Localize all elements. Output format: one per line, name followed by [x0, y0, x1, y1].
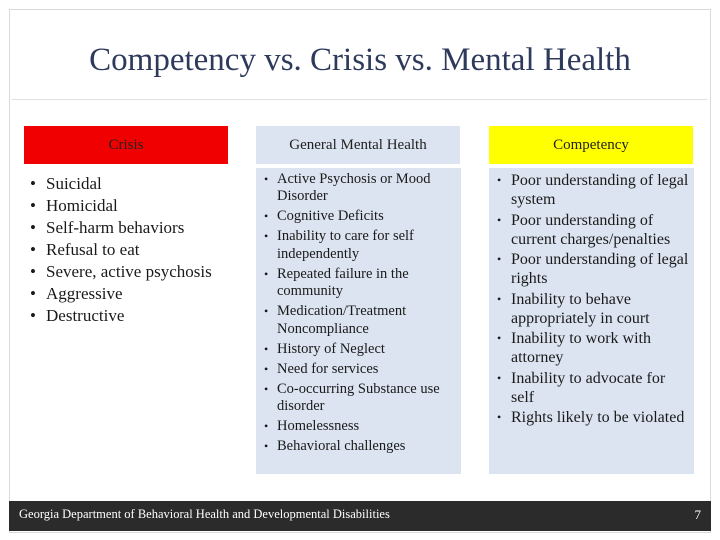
list-item: • Homelessness: [264, 418, 360, 435]
list-item: • Suicidal: [30, 174, 102, 193]
list-item: • Inability to care for self independently: [264, 228, 414, 262]
list-item: • Cognitive Deficits: [264, 208, 384, 225]
list-item: • Repeated failure in the community: [264, 265, 409, 300]
list-item: • Co-occurring Substance use disorder: [264, 380, 440, 415]
list-item: • Inability to advocate for self: [497, 369, 666, 406]
list-item: • Need for services: [264, 360, 379, 377]
list-item: • Refusal to eat: [30, 240, 140, 259]
general-mental-health-header: General Mental Health: [256, 126, 460, 164]
competency-header: Competency: [489, 126, 693, 164]
list-item: • Medication/Treatment Noncompliance: [264, 303, 407, 337]
list-item: • Active Psychosis or Mood Disorder: [264, 171, 431, 205]
list-item: • Poor understanding of legal system: [497, 172, 689, 208]
list-item: • Inability to work with attorney: [497, 330, 651, 366]
general-mental-health-list: [256, 168, 461, 455]
footer-organization: Georgia Department of Behavioral Health and Developmental Disabilities: [19, 507, 390, 521]
crisis-list: [24, 168, 234, 326]
list-item: • Inability to behave appropriately in court: [497, 290, 650, 327]
list-item: • Behavioral challenges: [264, 438, 406, 455]
crisis-header: Crisis: [24, 126, 228, 164]
competency-list: [489, 168, 694, 427]
footer-bar: [9, 501, 711, 531]
title-divider: [12, 99, 707, 100]
list-item: • Homicidal: [30, 196, 118, 215]
list-item: • Poor understanding of legal rights: [497, 251, 689, 287]
page-number: 7: [694, 507, 701, 522]
list-item: • History of Neglect: [264, 340, 385, 357]
list-item: • Poor understanding of current charges/penalties: [497, 211, 671, 248]
list-item: • Severe, active psychosis: [30, 262, 212, 281]
slide-title: Competency vs. Crisis vs. Mental Health: [89, 42, 631, 78]
list-item: • Rights likely to be violated: [497, 409, 685, 426]
list-item: • Self-harm behaviors: [30, 218, 185, 237]
competency-column: [489, 168, 694, 474]
crisis-column: [24, 168, 234, 328]
general-mental-health-column: [256, 168, 461, 474]
list-item: • Destructive: [30, 306, 125, 325]
list-item: • Aggressive: [30, 284, 123, 303]
